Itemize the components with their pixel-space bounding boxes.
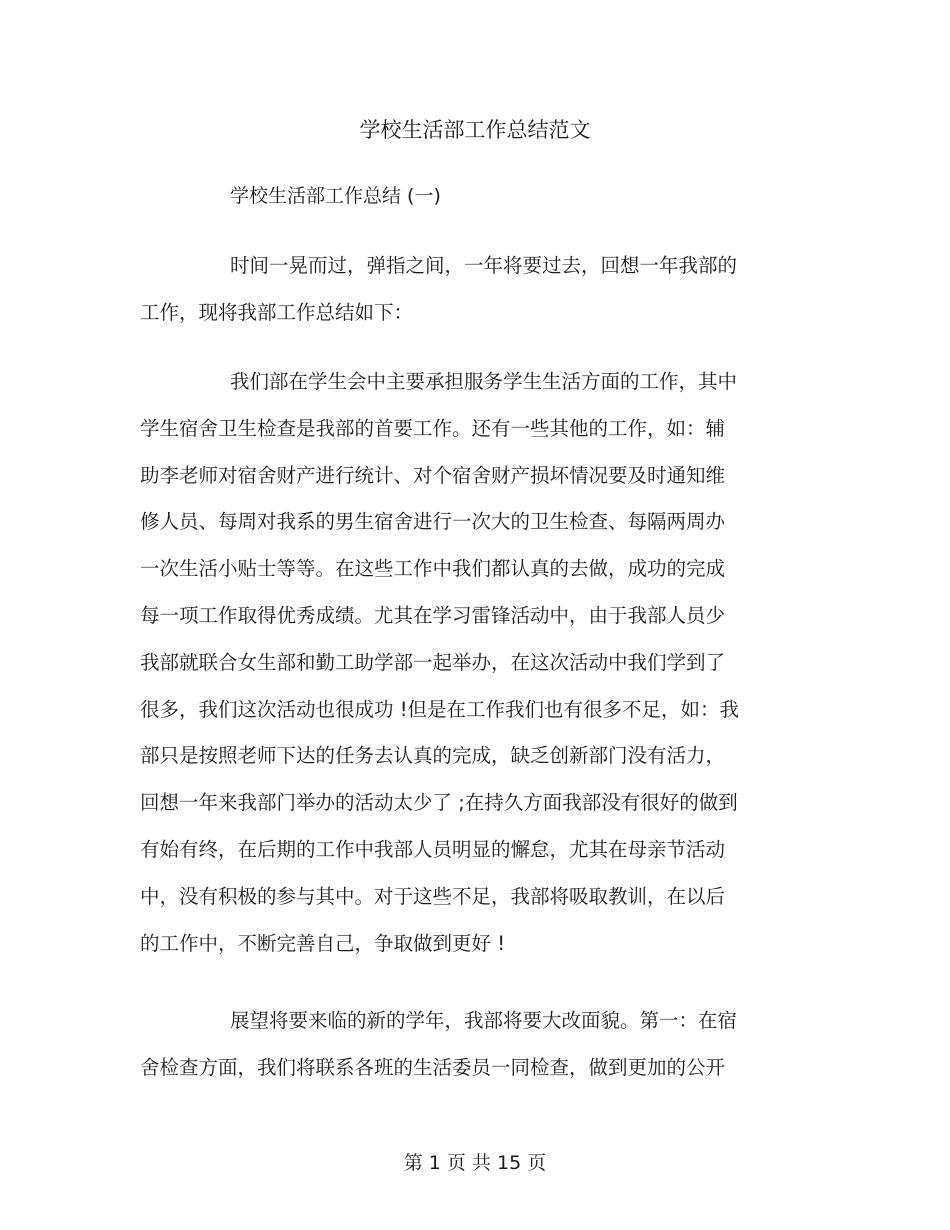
paragraph-line: 有始有终，在后期的工作中我部人员明显的懈怠，尤其在母亲节活动 bbox=[140, 837, 726, 861]
paragraph-line: 我部就联合女生部和勤工助学部一起举办，在这次活动中我们学到了 bbox=[140, 650, 726, 674]
paragraph-line: 学生宿舍卫生检查是我部的首要工作。还有一些其他的工作，如：辅 bbox=[140, 416, 726, 440]
paragraph-line: 的工作中，不断完善自己，争取做到更好 ! bbox=[140, 931, 506, 955]
paragraph-line: 部只是按照老师下达的任务去认真的完成，缺乏创新部门没有活力， bbox=[140, 744, 726, 768]
paragraph-line: 中，没有积极的参与其中。对于这些不足，我部将吸取教训，在以后 bbox=[140, 884, 726, 908]
paragraph-line: 时间一晃而过，弹指之间，一年将要过去，回想一年我部的 bbox=[230, 254, 738, 277]
paragraph-line: 回想一年来我部门举办的活动太少了 ;在持久方面我部没有很好的做到 bbox=[140, 791, 738, 815]
paragraph bbox=[140, 1005, 790, 1099]
paragraph-line: 很多，我们这次活动也很成功 !但是在工作我们也有很多不足，如：我 bbox=[140, 697, 740, 721]
paragraph bbox=[140, 366, 790, 974]
paragraph bbox=[140, 250, 790, 344]
paragraph-line: 舍检查方面，我们将联系各班的生活委员一同检查，做到更加的公开 bbox=[140, 1055, 726, 1079]
paragraph-line: 助李老师对宿舍财产进行统计、对个宿舍财产损坏情况要及时通知维 bbox=[140, 463, 726, 487]
section-heading: 学校生活部工作总结 (一) bbox=[230, 185, 441, 207]
paragraph-line: 工作，现将我部工作总结如下： bbox=[140, 300, 414, 324]
page-footer: 第 1 页 共 15 页 bbox=[403, 1152, 547, 1174]
page-title: 学校生活部工作总结范文 bbox=[359, 118, 591, 142]
paragraph-line: 我们部在学生会中主要承担服务学生生活方面的工作，其中 bbox=[230, 370, 738, 393]
paragraph-line: 每一项工作取得优秀成绩。尤其在学习雷锋活动中，由于我部人员少 bbox=[140, 603, 726, 627]
paragraph-line: 修人员、每周对我系的男生宿舍进行一次大的卫生检查、每隔两周办 bbox=[140, 510, 726, 534]
paragraph-line: 一次生活小贴士等等。在这些工作中我们都认真的去做，成功的完成 bbox=[140, 557, 726, 581]
paragraph-line: 展望将要来临的新的学年，我部将要大改面貌。第一：在宿 bbox=[230, 1009, 738, 1032]
